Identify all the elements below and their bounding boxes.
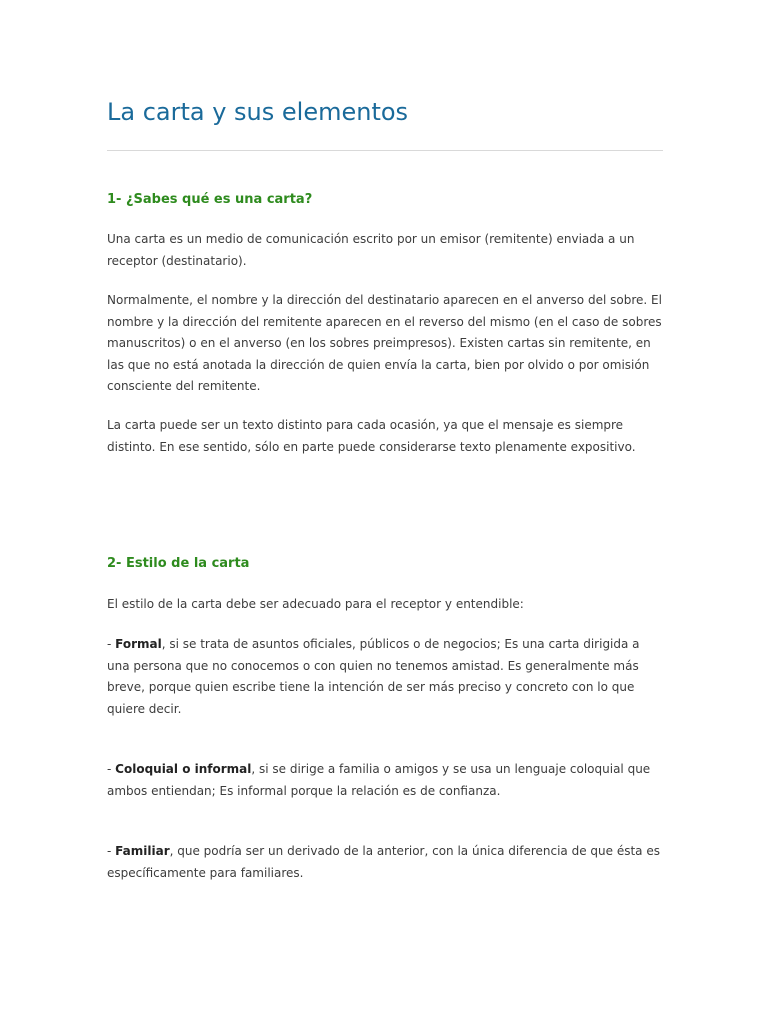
section-heading-2: 2- Estilo de la carta [107,556,250,571]
style-item-familiar [107,841,663,884]
section-1-paragraph-3: La carta puede ser un texto distinto para cada ocasión, ya que el mensaje es siempre distinto. En ese sentido, sólo en parte puede considerarse texto plenamente expositivo. [107,418,636,454]
style-item-formal [107,634,663,720]
section-1-paragraph-2: Normalmente, el nombre y la dirección del destinatario aparecen en el anverso del sobre. El nombre y la dirección del remitente aparecen en el reverso del mismo (en el caso de sobres manuscritos) o en el anverso (en los sobres preimpresos). Existen cartas sin remitente, en las que no está anotada la dirección de quien envía la carta, bien por olvido o por omisión consciente del remitente. [107,293,662,393]
section-2-intro: El estilo de la carta debe ser adecuado para el receptor y entendible: [107,597,524,611]
style-description-informal: , si se dirige a familia o amigos y se usa un lenguaje coloquial que ambos entiendan; Es informal porque la relación es de confianza. [107,762,651,798]
page-title: La carta y sus elementos [107,98,409,126]
style-item-prefix: - [107,637,116,651]
style-term-formal: Formal [115,637,162,651]
style-item-prefix: - [107,844,116,858]
style-item-prefix: - [107,762,116,776]
section-heading-1: 1- ¿Sabes qué es una carta? [107,192,313,207]
style-term-familiar: Familiar [115,844,170,858]
section-1-paragraph-1: Una carta es un medio de comunicación escrito por un emisor (remitente) enviada a un receptor (destinatario). [107,232,635,268]
style-term-informal: Coloquial o informal [115,762,252,776]
style-item-informal [107,759,663,802]
title-divider [107,150,663,151]
style-description-familiar: , que podría ser un derivado de la anterior, con la única diferencia de que ésta es específicamente para familiares. [107,844,660,880]
style-description-formal: , si se trata de asuntos oficiales, públicos o de negocios; Es una carta dirigida a una persona que no conocemos o con quien no tenemos amistad. Es generalmente más breve, porque quien escribe tiene la intención de ser más preciso y concreto con lo que quiere decir. [107,637,640,716]
